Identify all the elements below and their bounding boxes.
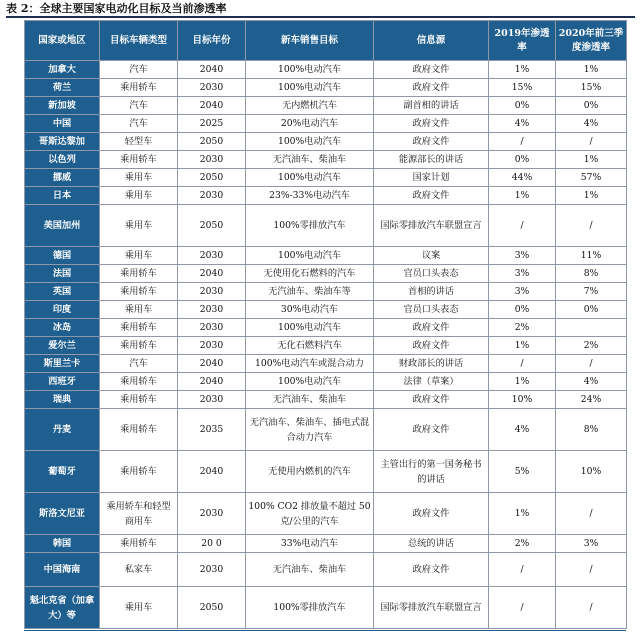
penetration-2020-cell: 8%	[556, 265, 627, 283]
country-cell: 以色列	[25, 151, 100, 169]
table-row	[25, 355, 627, 373]
table-body	[25, 61, 627, 629]
country-cell: 荷兰	[25, 79, 100, 97]
country-cell: 中国海南	[25, 553, 100, 587]
country-cell: 瑞典	[25, 391, 100, 409]
penetration-2020-cell: 7%	[556, 283, 627, 301]
header-country: 国家或地区	[25, 21, 100, 61]
source-cell: 政府文件	[374, 61, 489, 79]
vehicle-type-cell: 乘用轿车	[100, 373, 178, 391]
table-row	[25, 553, 627, 587]
source-cell: 政府文件	[374, 187, 489, 205]
source-cell: 政府文件	[374, 115, 489, 133]
ev-target-table	[24, 20, 627, 629]
sales-target-cell: 无汽油车、柴油车	[246, 391, 374, 409]
table-row	[25, 587, 627, 629]
sales-target-cell: 23%-33%电动汽车	[246, 187, 374, 205]
target-year-cell: 2030	[178, 247, 246, 265]
source-cell: 国际零排放汽车联盟宣言	[374, 205, 489, 247]
sales-target-cell: 100% CO2 排放量不超过 50 克/公里的汽车	[246, 493, 374, 535]
vehicle-type-cell: 乘用轿车	[100, 451, 178, 493]
table-row	[25, 301, 627, 319]
penetration-2019-cell: 0%	[489, 301, 556, 319]
country-cell: 爱尔兰	[25, 337, 100, 355]
penetration-2019-cell: 4%	[489, 115, 556, 133]
source-cell: 政府文件	[374, 409, 489, 451]
target-year-cell: 2040	[178, 265, 246, 283]
vehicle-type-cell: 乘用轿车	[100, 337, 178, 355]
target-year-cell: 2030	[178, 553, 246, 587]
table-row	[25, 61, 627, 79]
table-row	[25, 187, 627, 205]
country-cell: 美国加州	[25, 205, 100, 247]
sales-target-cell: 100%电动汽车	[246, 373, 374, 391]
source-cell: 总统的讲话	[374, 535, 489, 553]
country-cell: 挪威	[25, 169, 100, 187]
target-year-cell: 2030	[178, 319, 246, 337]
header-row	[25, 21, 627, 61]
penetration-2019-cell: 1%	[489, 61, 556, 79]
table-row	[25, 409, 627, 451]
sales-target-cell: 100%电动汽车	[246, 61, 374, 79]
penetration-2020-cell: 1%	[556, 61, 627, 79]
penetration-2019-cell: 1%	[489, 373, 556, 391]
penetration-2019-cell: /	[489, 133, 556, 151]
source-cell: 首相的讲话	[374, 283, 489, 301]
vehicle-type-cell: 轻型车	[100, 133, 178, 151]
source-cell: 官员口头表态	[374, 301, 489, 319]
penetration-2020-cell: 10%	[556, 451, 627, 493]
table-row	[25, 391, 627, 409]
country-cell: 斯里兰卡	[25, 355, 100, 373]
sales-target-cell: 无使用化石燃料的汽车	[246, 265, 374, 283]
country-cell: 葡萄牙	[25, 451, 100, 493]
penetration-2020-cell: /	[556, 133, 627, 151]
penetration-2020-cell: 2%	[556, 337, 627, 355]
country-cell: 印度	[25, 301, 100, 319]
source-cell: 政府文件	[374, 337, 489, 355]
country-cell: 法国	[25, 265, 100, 283]
penetration-2019-cell: 0%	[489, 97, 556, 115]
vehicle-type-cell: 乘用轿车	[100, 265, 178, 283]
penetration-2019-cell: /	[489, 205, 556, 247]
target-year-cell: 20 0	[178, 535, 246, 553]
penetration-2019-cell: 3%	[489, 247, 556, 265]
header-source: 信息源	[374, 21, 489, 61]
target-year-cell: 2040	[178, 61, 246, 79]
source-cell: 官员口头表态	[374, 265, 489, 283]
vehicle-type-cell: 乘用轿车	[100, 319, 178, 337]
vehicle-type-cell: 汽车	[100, 61, 178, 79]
vehicle-type-cell: 乘用轿车	[100, 535, 178, 553]
penetration-2020-cell: 15%	[556, 79, 627, 97]
target-year-cell: 2030	[178, 283, 246, 301]
penetration-2019-cell: 4%	[489, 409, 556, 451]
table-row	[25, 133, 627, 151]
country-cell: 韩国	[25, 535, 100, 553]
sales-target-cell: 100%电动汽车	[246, 247, 374, 265]
target-year-cell: 2030	[178, 493, 246, 535]
target-year-cell: 2040	[178, 451, 246, 493]
source-cell: 政府文件	[374, 493, 489, 535]
vehicle-type-cell: 私家车	[100, 553, 178, 587]
penetration-2019-cell: 1%	[489, 337, 556, 355]
vehicle-type-cell: 乘用车	[100, 187, 178, 205]
table-row	[25, 493, 627, 535]
penetration-2020-cell: 0%	[556, 97, 627, 115]
vehicle-type-cell: 乘用轿车	[100, 79, 178, 97]
target-year-cell: 2050	[178, 133, 246, 151]
penetration-2020-cell: 4%	[556, 373, 627, 391]
table-row	[25, 247, 627, 265]
sales-target-cell: 无使用内燃机的汽车	[246, 451, 374, 493]
source-cell: 国际零排放汽车联盟宣言	[374, 587, 489, 629]
vehicle-type-cell: 乘用轿车	[100, 391, 178, 409]
country-cell: 日本	[25, 187, 100, 205]
table-row	[25, 535, 627, 553]
country-cell: 加拿大	[25, 61, 100, 79]
sales-target-cell: 100%电动汽车或混合动力	[246, 355, 374, 373]
penetration-2019-cell: 3%	[489, 265, 556, 283]
penetration-2020-cell: 4%	[556, 115, 627, 133]
target-year-cell: 2050	[178, 169, 246, 187]
header-sales-target: 新车销售目标	[246, 21, 374, 61]
vehicle-type-cell: 乘用车	[100, 247, 178, 265]
penetration-2020-cell: /	[556, 355, 627, 373]
sales-target-cell: 100%零排放汽车	[246, 587, 374, 629]
target-year-cell: 2040	[178, 97, 246, 115]
penetration-2019-cell: /	[489, 355, 556, 373]
penetration-2019-cell: 1%	[489, 493, 556, 535]
penetration-2019-cell: /	[489, 587, 556, 629]
penetration-2020-cell: /	[556, 205, 627, 247]
penetration-2020-cell: 11%	[556, 247, 627, 265]
penetration-2020-cell: 1%	[556, 151, 627, 169]
penetration-2019-cell: 2%	[489, 535, 556, 553]
country-cell: 德国	[25, 247, 100, 265]
country-cell: 魁北克省（加拿大）等	[25, 587, 100, 629]
country-cell: 哥斯达黎加	[25, 133, 100, 151]
caption-rule	[6, 16, 635, 18]
target-year-cell: 2050	[178, 587, 246, 629]
vehicle-type-cell: 乘用车	[100, 301, 178, 319]
target-year-cell: 2030	[178, 151, 246, 169]
penetration-2019-cell: 1%	[489, 187, 556, 205]
header-target-year: 目标年份	[178, 21, 246, 61]
country-cell: 冰岛	[25, 319, 100, 337]
country-cell: 新加坡	[25, 97, 100, 115]
source-cell: 政府文件	[374, 133, 489, 151]
sales-target-cell: 33%电动汽车	[246, 535, 374, 553]
penetration-2019-cell: /	[489, 553, 556, 587]
penetration-2019-cell: 10%	[489, 391, 556, 409]
sales-target-cell: 30%电动汽车	[246, 301, 374, 319]
header-vehicle-type: 目标车辆类型	[100, 21, 178, 61]
source-cell: 能源部长的讲话	[374, 151, 489, 169]
table-row	[25, 115, 627, 133]
table-row	[25, 373, 627, 391]
table-row	[25, 319, 627, 337]
target-year-cell: 2030	[178, 391, 246, 409]
sales-target-cell: 无内燃机汽车	[246, 97, 374, 115]
penetration-2019-cell: 2%	[489, 319, 556, 337]
source-cell: 政府文件	[374, 553, 489, 587]
table-row	[25, 265, 627, 283]
table-row	[25, 337, 627, 355]
target-year-cell: 2030	[178, 337, 246, 355]
country-cell: 西班牙	[25, 373, 100, 391]
table-row	[25, 97, 627, 115]
target-year-cell: 2050	[178, 205, 246, 247]
sales-target-cell: 100%电动汽车	[246, 133, 374, 151]
source-cell: 议案	[374, 247, 489, 265]
vehicle-type-cell: 汽车	[100, 97, 178, 115]
target-year-cell: 2040	[178, 373, 246, 391]
country-cell: 英国	[25, 283, 100, 301]
table-row	[25, 451, 627, 493]
target-year-cell: 2030	[178, 79, 246, 97]
vehicle-type-cell: 乘用轿车和轻型商用车	[100, 493, 178, 535]
source-cell: 副首相的讲话	[374, 97, 489, 115]
target-year-cell: 2030	[178, 187, 246, 205]
source-cell: 法律（草案）	[374, 373, 489, 391]
penetration-2019-cell: 44%	[489, 169, 556, 187]
source-cell: 政府文件	[374, 391, 489, 409]
vehicle-type-cell: 乘用车	[100, 587, 178, 629]
country-cell: 丹麦	[25, 409, 100, 451]
vehicle-type-cell: 汽车	[100, 355, 178, 373]
vehicle-type-cell: 乘用车	[100, 169, 178, 187]
penetration-2020-cell: 1%	[556, 187, 627, 205]
sales-target-cell: 20%电动汽车	[246, 115, 374, 133]
table-row	[25, 169, 627, 187]
table-row	[25, 283, 627, 301]
target-year-cell: 2040	[178, 355, 246, 373]
source-cell: 财政部长的讲话	[374, 355, 489, 373]
vehicle-type-cell: 汽车	[100, 115, 178, 133]
penetration-2019-cell: 5%	[489, 451, 556, 493]
target-year-cell: 2035	[178, 409, 246, 451]
penetration-2019-cell: 0%	[489, 151, 556, 169]
sales-target-cell: 100%电动汽车	[246, 79, 374, 97]
penetration-2020-cell: /	[556, 493, 627, 535]
sales-target-cell: 100%零排放汽车	[246, 205, 374, 247]
penetration-2020-cell	[556, 319, 627, 337]
table-row	[25, 79, 627, 97]
sales-target-cell: 无汽油车、柴油车、插电式混合动力汽车	[246, 409, 374, 451]
sales-target-cell: 无汽油车、柴油车等	[246, 283, 374, 301]
source-cell: 国家计划	[374, 169, 489, 187]
country-cell: 斯洛文尼亚	[25, 493, 100, 535]
vehicle-type-cell: 乘用轿车	[100, 151, 178, 169]
penetration-2019-cell: 15%	[489, 79, 556, 97]
vehicle-type-cell: 乘用车	[100, 205, 178, 247]
table-bottom-rule	[24, 630, 626, 631]
penetration-2020-cell: 8%	[556, 409, 627, 451]
header-penetration-2019: 2019年渗透率	[489, 21, 556, 61]
penetration-2019-cell: 3%	[489, 283, 556, 301]
penetration-2020-cell: 3%	[556, 535, 627, 553]
vehicle-type-cell: 乘用轿车	[100, 283, 178, 301]
vehicle-type-cell: 乘用轿车	[100, 409, 178, 451]
header-penetration-2020: 2020年前三季度渗透率	[556, 21, 627, 61]
sales-target-cell: 100%电动汽车	[246, 319, 374, 337]
sales-target-cell: 无化石燃料汽车	[246, 337, 374, 355]
country-cell: 中国	[25, 115, 100, 133]
penetration-2020-cell: 57%	[556, 169, 627, 187]
source-cell: 政府文件	[374, 79, 489, 97]
penetration-2020-cell: 24%	[556, 391, 627, 409]
table-caption: 表 2：全球主要国家电动化目标及当前渗透率	[6, 2, 227, 15]
table-row	[25, 151, 627, 169]
source-cell: 政府文件	[374, 319, 489, 337]
source-cell: 主管出行的第一国务秘书的讲话	[374, 451, 489, 493]
target-year-cell: 2030	[178, 301, 246, 319]
sales-target-cell: 无汽油车、柴油车	[246, 151, 374, 169]
table-row	[25, 205, 627, 247]
penetration-2020-cell: /	[556, 587, 627, 629]
target-year-cell: 2025	[178, 115, 246, 133]
sales-target-cell: 无汽油车、柴油车	[246, 553, 374, 587]
penetration-2020-cell: /	[556, 553, 627, 587]
sales-target-cell: 100%电动汽车	[246, 169, 374, 187]
penetration-2020-cell: 0%	[556, 301, 627, 319]
